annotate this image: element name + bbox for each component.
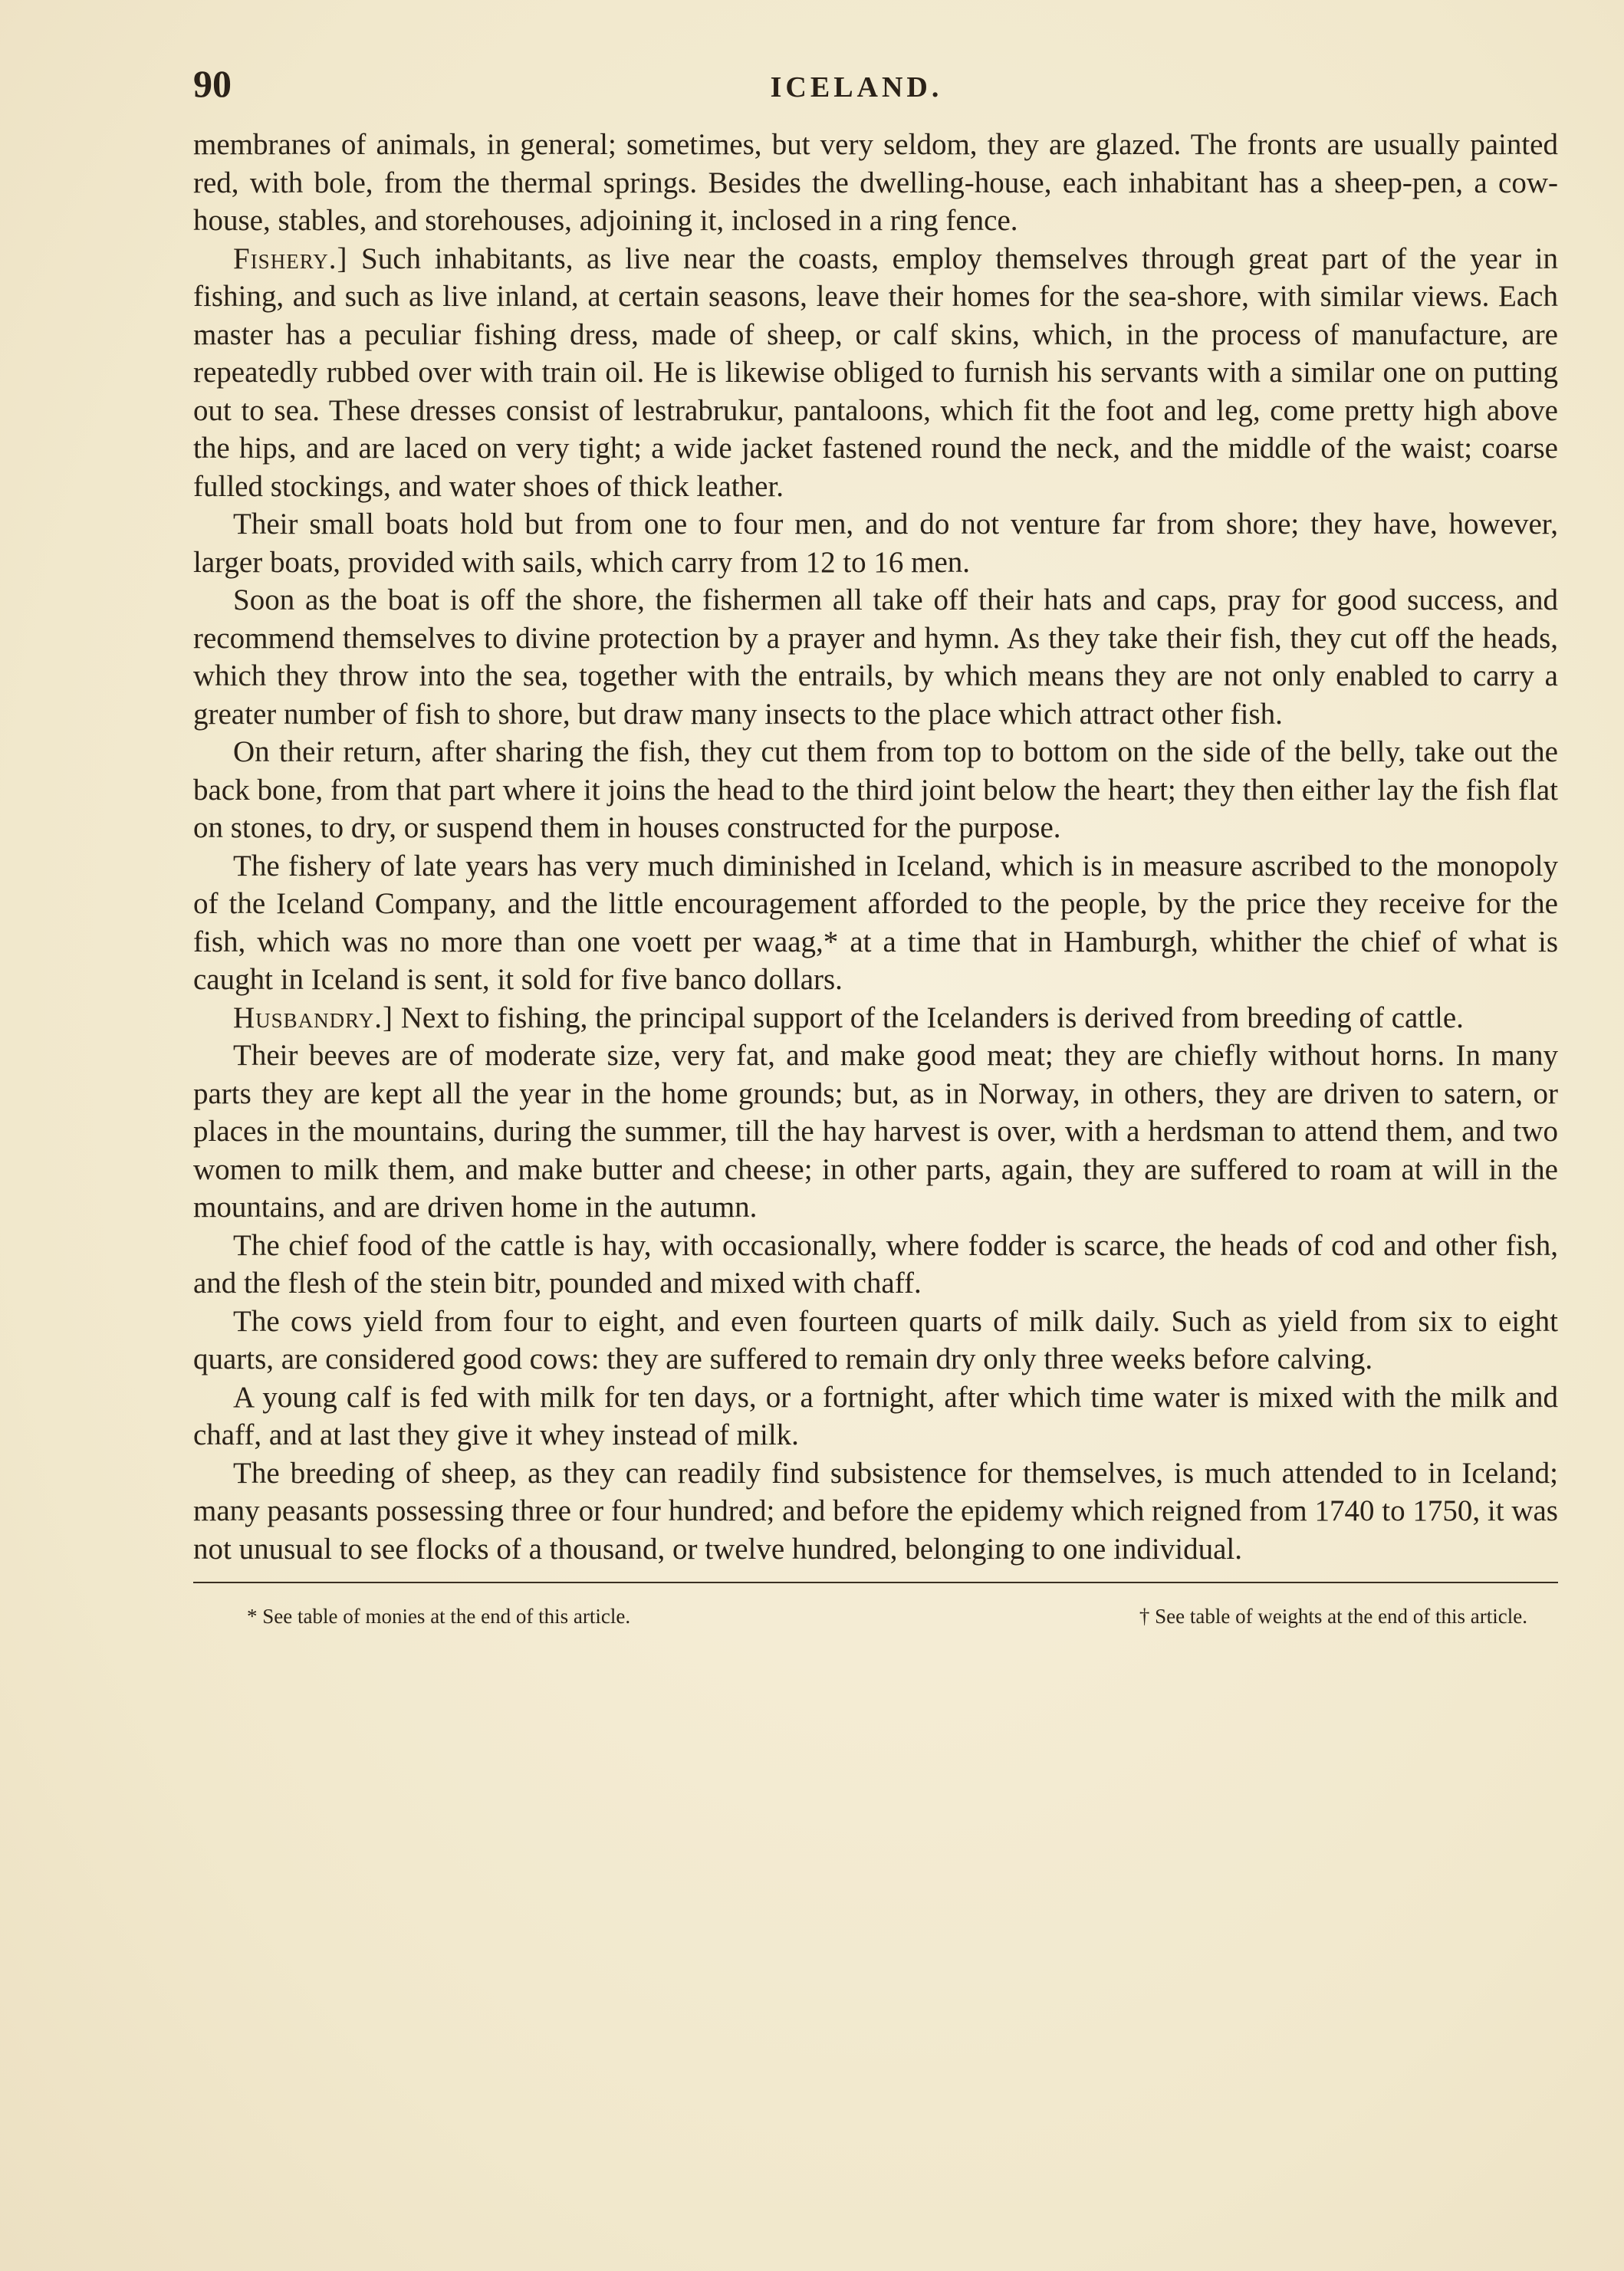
paragraph-text: A young calf is fed with milk for ten days, or a fortnight, after which time water is mixed with the milk and chaff, and at last they give it whey instead of milk. — [193, 1380, 1558, 1451]
paragraph — [193, 1379, 1558, 1454]
paragraph-text: Next to fishing, the principal support of the Icelanders is derived from breeding of cattle. — [393, 1001, 1464, 1034]
paragraph — [193, 847, 1558, 999]
footnote-weights: † See table of weights at the end of this article. — [1139, 1605, 1527, 1628]
paragraph — [193, 1037, 1558, 1227]
paragraph — [193, 505, 1558, 581]
paragraph — [193, 1454, 1558, 1569]
section-lead-in: Husbandry.] — [233, 1001, 393, 1034]
section-lead-in: Fishery.] — [233, 242, 348, 275]
paragraph-text: membranes of animals, in general; sometimes, but very seldom, they are glazed. The fronts are usually painted red, with bole, from the thermal springs. Besides the dwelling-house, each inhabitant has a sheep-pen, a cow-house, stables, and storehouses, adjoining it, inclosed in a ring fence. — [193, 128, 1558, 237]
paragraph-text: The cows yield from four to eight, and even fourteen quarts of milk daily. Such as yield from six to eight quarts, are considered good cows: they are suffered to remain dry only three weeks before calving. — [193, 1304, 1558, 1375]
paragraph — [193, 1303, 1558, 1379]
paragraph-text: Their beeves are of moderate size, very fat, and make good meat; they are chiefly without horns. In many parts they are kept all the year in the home grounds; but, as in Norway, in others, they are driven to satern, or places in the mountains, during the summer, till the hay harvest is over, with a herdsman to attend them, and two women to milk them, and make butter and cheese; in other parts, again, they are suffered to roam at will in the mountains, and are driven home in the autumn. — [193, 1039, 1558, 1224]
running-title: ICELAND. — [770, 71, 943, 104]
paragraph — [193, 733, 1558, 847]
page-number: 90 — [193, 62, 232, 105]
paragraph — [193, 581, 1558, 733]
footnotes — [193, 1603, 1558, 1629]
footnote-monies: * See table of monies at the end of this article. — [247, 1605, 631, 1628]
paragraph-text: On their return, after sharing the fish, they cut them from top to bottom on the side of the belly, take out the back bone, from that part where it joins the head to the third joint below the heart; they then either lay the fish flat on stones, to dry, or suspend them in houses constructed for the purpose. — [193, 735, 1558, 844]
paragraph-text: The breeding of sheep, as they can readily find subsistence for themselves, is much attended to in Iceland; many peasants possessing three or four hundred; and before the epidemy which reigned from 1740 to 1750, it was not unusual to see flocks of a thousand, or twelve hundred, belonging to one individual. — [193, 1456, 1558, 1566]
paragraph — [193, 1227, 1558, 1303]
paragraph-text: The chief food of the cattle is hay, with occasionally, where fodder is scarce, the heads of cod and other fish, and the flesh of the stein bitr, pounded and mixed with chaff. — [193, 1228, 1558, 1300]
paragraph — [193, 999, 1558, 1037]
running-head — [193, 61, 1558, 104]
paragraph-text: Such inhabitants, as live near the coasts, employ themselves through great part of the year in fishing, and such as live inland, at certain seasons, leave their homes for the sea-shore, with similar views. Each master has a peculiar fishing dress, made of sheep, or calf skins, which, in the process of manufacture, are repeatedly rubbed over with train oil. He is likewise obliged to furnish his servants with a similar one on putting out to sea. These dresses consist of lestrabrukur, pantaloons, which fit the foot and leg, come pretty high above the hips, and are laced on very tight; a wide jacket fastened round the neck, and the middle of the waist; coarse fulled stockings, and water shoes of thick leather. — [193, 242, 1558, 503]
paragraph — [193, 126, 1558, 240]
paragraph — [193, 240, 1558, 506]
paragraph-text: Soon as the boat is off the shore, the fishermen all take off their hats and caps, pray for good success, and recommend themselves to divine protection by a prayer and hymn. As they take their fish, they cut off the heads, which they throw into the sea, together with the entrails, by which means they are not only enabled to carry a greater number of fish to shore, but draw many insects to the place which attract other fish. — [193, 583, 1558, 731]
paragraph-text: The fishery of late years has very much diminished in Iceland, which is in measure ascribed to the monopoly of the Iceland Company, and the little encouragement afforded to the people, by the price they receive for the fish, which was no more than one voett per waag,* at a time that in Hamburgh, whither the chief of what is caught in Iceland is sent, it sold for five banco dollars. — [193, 849, 1558, 996]
body-text — [193, 126, 1558, 1568]
footnote-divider — [193, 1582, 1558, 1583]
paragraph-text: Their small boats hold but from one to four men, and do not venture far from shore; they have, however, larger boats, provided with sails, which carry from 12 to 16 men. — [193, 508, 1558, 579]
